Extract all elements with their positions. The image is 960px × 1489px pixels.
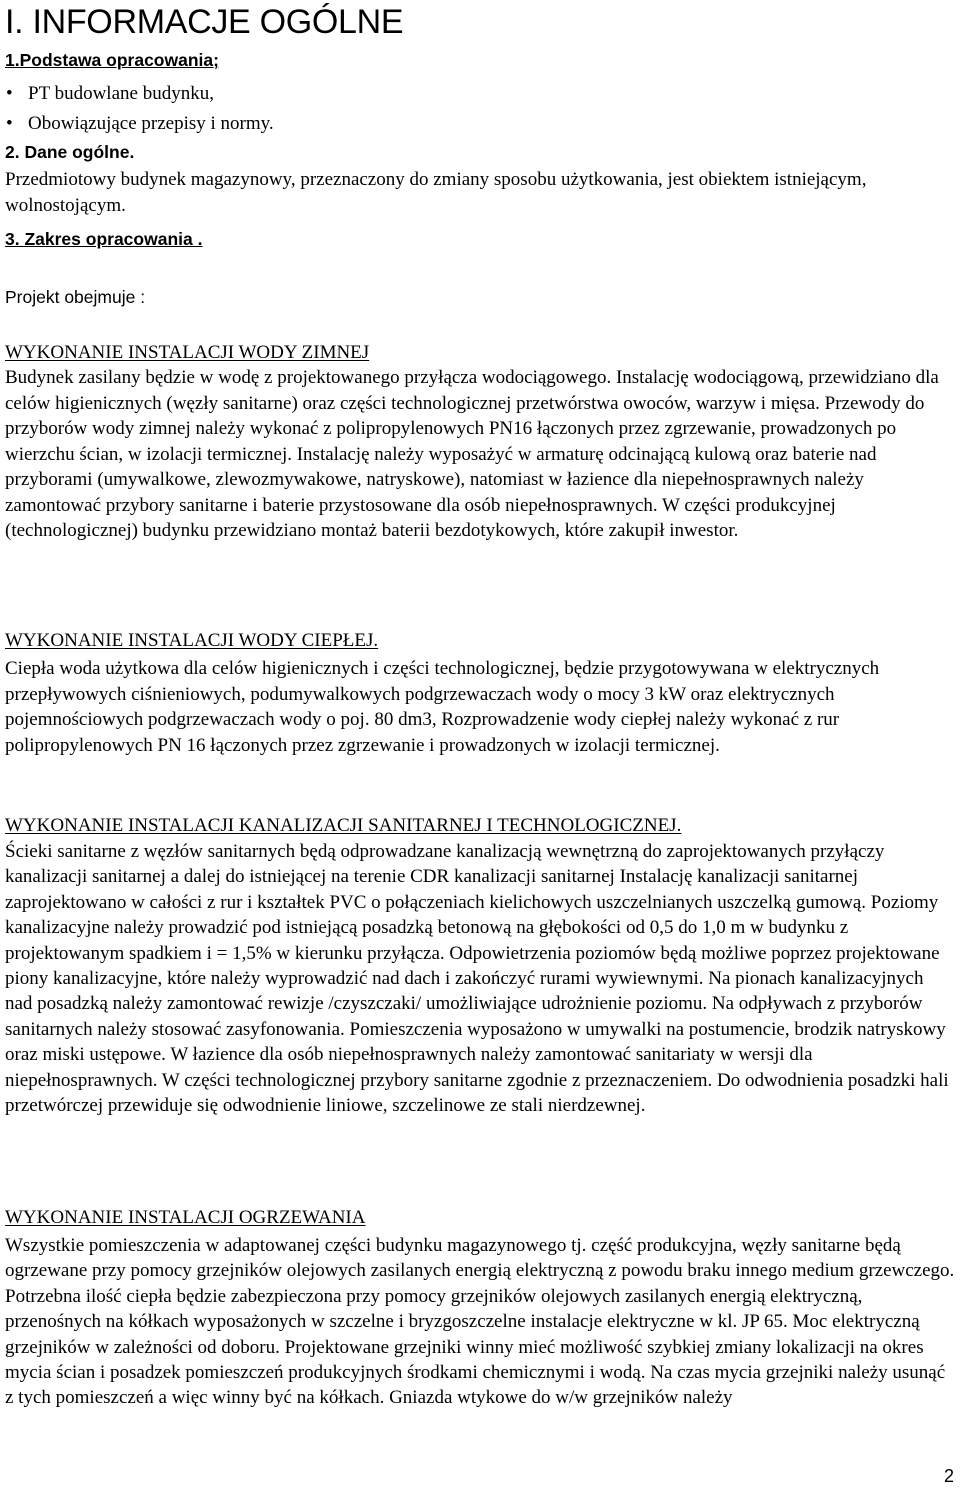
- scope-intro: Projekt obejmuje :: [5, 287, 146, 307]
- cold-water-text: Budynek zasilany będzie w wodę z projektowanego przyłącza wodociągowego. Instalację wodociągową, przewidziano dla celów higienicznych (węzły sanitarne) oraz części technologicznej przetwórstwa owoców, warzyw i mięsa. Przewody do przyborów wody zimnej należy wykonać z polipropylenowych PN16 łączonych przez zgrzewanie, prowadzonych po wierzchu ścian, w izolacji termicznej. Instalację należy wyposażyć w armaturę odcinającą kulową oraz baterie nad przyborami (umywalkowe, zlewozmywakowe, natryskowe), natomiast w łazience dla niepełnosprawnych należy zamontować przybory sanitarne i baterie przystosowane dla osób niepełnosprawnych. W części produkcyjnej (technologicznej) budynku przewidziano montaż baterii bezdotykowych, które zakupił inwestor.: [5, 367, 939, 541]
- hot-water-text: Ciepła woda użytkowa dla celów higienicznych i części technologicznej, będzie przygotowywana w elektrycznych przepływowych ciśnieniowych, podumywalkowych podgrzewaczach wody o mocy 3 kW oraz elektrycznych pojemnościowych podgrzewaczach wody o poj. 80 dm3, Rozprowadzenie wody ciepłej należy wykonać z rur polipropylenowych PN 16 łączonych przez zgrzewanie i prowadzonych w izolacji termicznej.: [5, 658, 880, 756]
- bullet-list: [5, 79, 905, 139]
- section-2-title: 2. Dane ogólne.: [5, 142, 135, 162]
- list-item: • Obowiązujące przepisy i normy.: [5, 109, 905, 139]
- sewage-title: WYKONANIE INSTALACJI KANALIZACJI SANITARNEJ I TECHNOLOGICZNEJ.: [5, 815, 682, 836]
- cold-water-title: WYKONANIE INSTALACJI WODY ZIMNEJ: [5, 342, 370, 363]
- section-2-text: Przedmiotowy budynek magazynowy, przeznaczony do zmiany sposobu użytkowania, jest obiektem istniejącym, wolnostojącym.: [5, 169, 867, 216]
- heating-title: WYKONANIE INSTALACJI OGRZEWANIA: [5, 1207, 366, 1228]
- sewage-text: Ścieki sanitarne z węzłów sanitarnych będą odprowadzane kanalizacją wewnętrzną do zaprojektowanych przyłączy kanalizacji sanitarnej a dalej do istniejącej na terenie CDR kanalizacji sanitarnej Instalację kanalizacji sanitarnej zaprojektowano w całości z rur i kształtek PVC o połączeniach kielichowych uszczelnianych uszczelką gumową. Poziomy kanalizacyjne należy prowadzić pod istniejącą posadzką betonową na głębokości od 0,5 do 1,0 m w budynku z projektowanym spadkiem i = 1,5% w kierunku przyłącza. Odpowietrzenia poziomów będą możliwe poprzez projektowane piony kanalizacyjne, które należy wyprowadzić nad dach i zakończyć rurami wywiewnymi. Na pionach kanalizacyjnych nad posadzką należy zamontować rewizje /czyszczaki/ umożliwiające udrożnienie poziomu. Na odpływach z przyborów sanitarnych należy stosować zasyfonowania. Pomieszczenia wyposażono w umywalki na postumencie, brodzik natryskowy oraz miski ustępowe. W łazience dla osób niepełnosprawnych należy zamontować sanitariaty w wersji dla niepełnosprawnych. W części technologicznej przybory sanitarne zgodnie z przeznaczeniem. Do odwodnienia posadzki hali przetwórczej przewiduje się odwodnienie liniowe, szczelinowe ze stali nierdzewnej.: [5, 841, 949, 1117]
- page-number: 2: [943, 1466, 954, 1486]
- section-3-title: 3. Zakres opracowania .: [5, 229, 203, 249]
- page-heading: I. INFORMACJE OGÓLNE: [5, 3, 404, 41]
- section-1-title: 1.Podstawa opracowania;: [5, 50, 219, 70]
- list-item: • PT budowlane budynku,: [5, 79, 905, 109]
- heating-text: Wszystkie pomieszczenia w adaptowanej części budynku magazynowego tj. część produkcyjna, węzły sanitarne będą ogrzewane przy pomocy grzejników olejowych zasilanych energią elektryczną z powodu braku innego medium grzewczego. Potrzebna ilość ciepła będzie zabezpieczona przy pomocy grzejników olejowych zasilanych energią elektryczną, przenośnych na kółkach wyposażonych w szczelne i bryzgoszczelne instalacje elektryczne w kl. JP 65. Moc elektryczną grzejników w zależności od doboru. Projektowane grzejniki winny mieć możliwość szybkiej zmiany lokalizacji na okres mycia ścian i posadzek pomieszczeń produkcyjnych środkami chemicznymi i wodą. Na czas mycia grzejniki należy usunąć z tych pomieszczeń a więc winny być na kółkach. Gniazda wtykowe do w/w grzejników należy: [5, 1235, 955, 1409]
- hot-water-title: WYKONANIE INSTALACJI WODY CIEPŁEJ.: [5, 630, 379, 651]
